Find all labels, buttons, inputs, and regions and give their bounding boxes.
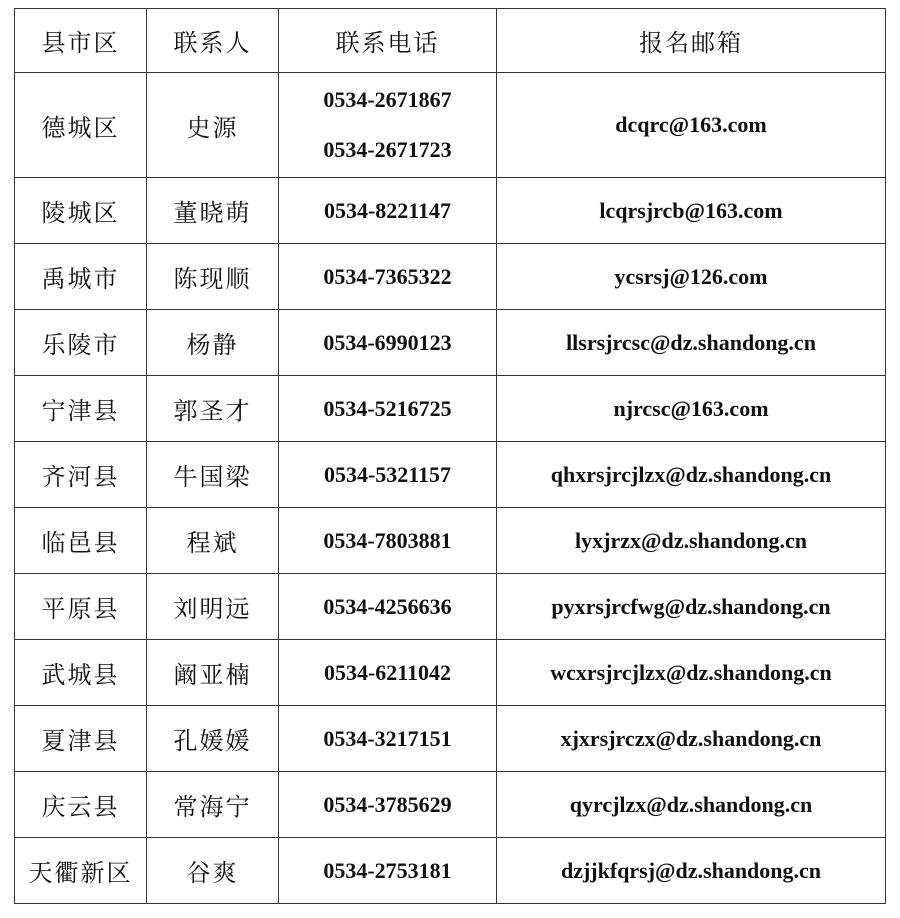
- contact-person-cell: 史源: [147, 73, 279, 178]
- phone-number: 0534-5321157: [323, 461, 452, 487]
- district-cell: 德城区: [15, 73, 147, 178]
- contact-person-cell: 杨静: [147, 310, 279, 376]
- table-row: [15, 178, 886, 244]
- phone-number: 0534-2671723: [323, 137, 452, 162]
- phone-number: 0534-2671867: [323, 87, 452, 112]
- contact-person-cell: 孔媛媛: [147, 706, 279, 772]
- phone-cell: [279, 310, 497, 376]
- email-cell: qhxrsjrcjlzx@dz.shandong.cn: [497, 442, 886, 508]
- email-cell: njrcsc@163.com: [497, 376, 886, 442]
- contact-table: [14, 8, 886, 904]
- phone-number: 0534-8221147: [323, 197, 452, 223]
- district-cell: 武城县: [15, 640, 147, 706]
- phone-cell: [279, 442, 497, 508]
- district-cell: 陵城区: [15, 178, 147, 244]
- contact-person-cell: 阚亚楠: [147, 640, 279, 706]
- contact-person-cell: 谷爽: [147, 838, 279, 904]
- phone-cell: [279, 574, 497, 640]
- phone-cell: [279, 178, 497, 244]
- table-row: [15, 574, 886, 640]
- district-cell: 禹城市: [15, 244, 147, 310]
- phone-cell: [279, 706, 497, 772]
- contact-person-cell: 常海宁: [147, 772, 279, 838]
- header-phone: 联系电话: [279, 9, 497, 73]
- contact-person-cell: 牛国梁: [147, 442, 279, 508]
- phone-number: 0534-4256636: [323, 593, 452, 619]
- email-cell: pyxrsjrcfwg@dz.shandong.cn: [497, 574, 886, 640]
- phone-number: 0534-7365322: [323, 263, 452, 289]
- phone-cell: [279, 838, 497, 904]
- email-cell: llsrsjrcsc@dz.shandong.cn: [497, 310, 886, 376]
- phone-number: 0534-6990123: [323, 329, 452, 355]
- email-cell: dcqrc@163.com: [497, 73, 886, 178]
- contact-person-cell: 刘明远: [147, 574, 279, 640]
- email-cell: lcqrsjrcb@163.com: [497, 178, 886, 244]
- district-cell: 乐陵市: [15, 310, 147, 376]
- email-cell: wcxrsjrcjlzx@dz.shandong.cn: [497, 640, 886, 706]
- contact-person-cell: 董晓萌: [147, 178, 279, 244]
- table-row: [15, 442, 886, 508]
- email-cell: qyrcjlzx@dz.shandong.cn: [497, 772, 886, 838]
- phone-number: 0534-6211042: [323, 659, 452, 685]
- contact-person-cell: 陈现顺: [147, 244, 279, 310]
- district-cell: 庆云县: [15, 772, 147, 838]
- header-district: 县市区: [15, 9, 147, 73]
- phone-number: 0534-3785629: [323, 791, 452, 817]
- email-cell: xjxrsjrczx@dz.shandong.cn: [497, 706, 886, 772]
- contact-person-cell: 郭圣才: [147, 376, 279, 442]
- table-row: [15, 838, 886, 904]
- header-contact: 联系人: [147, 9, 279, 73]
- contact-person-cell: 程斌: [147, 508, 279, 574]
- district-cell: 齐河县: [15, 442, 147, 508]
- phone-number: 0534-7803881: [323, 527, 452, 553]
- table-row: [15, 376, 886, 442]
- phone-cell: [279, 244, 497, 310]
- district-cell: 天衢新区: [15, 838, 147, 904]
- table-row: [15, 244, 886, 310]
- phone-cell: [279, 640, 497, 706]
- table-row: [15, 73, 886, 178]
- table-row: [15, 310, 886, 376]
- phone-cell: [279, 73, 497, 178]
- table-row: [15, 706, 886, 772]
- district-cell: 临邑县: [15, 508, 147, 574]
- phone-cell: [279, 508, 497, 574]
- district-cell: 平原县: [15, 574, 147, 640]
- header-email: 报名邮箱: [497, 9, 886, 73]
- table-row: [15, 508, 886, 574]
- district-cell: 夏津县: [15, 706, 147, 772]
- table-row: [15, 772, 886, 838]
- district-cell: 宁津县: [15, 376, 147, 442]
- table-row: [15, 640, 886, 706]
- email-cell: ycsrsj@126.com: [497, 244, 886, 310]
- phone-number: 0534-3217151: [323, 725, 452, 751]
- table-body: [15, 73, 886, 904]
- phone-cell: [279, 376, 497, 442]
- phone-cell: [279, 772, 497, 838]
- email-cell: lyxjrzx@dz.shandong.cn: [497, 508, 886, 574]
- email-cell: dzjjkfqrsj@dz.shandong.cn: [497, 838, 886, 904]
- phone-number: 0534-2753181: [323, 857, 452, 883]
- table-header-row: [15, 9, 886, 73]
- phone-number: 0534-5216725: [323, 395, 452, 421]
